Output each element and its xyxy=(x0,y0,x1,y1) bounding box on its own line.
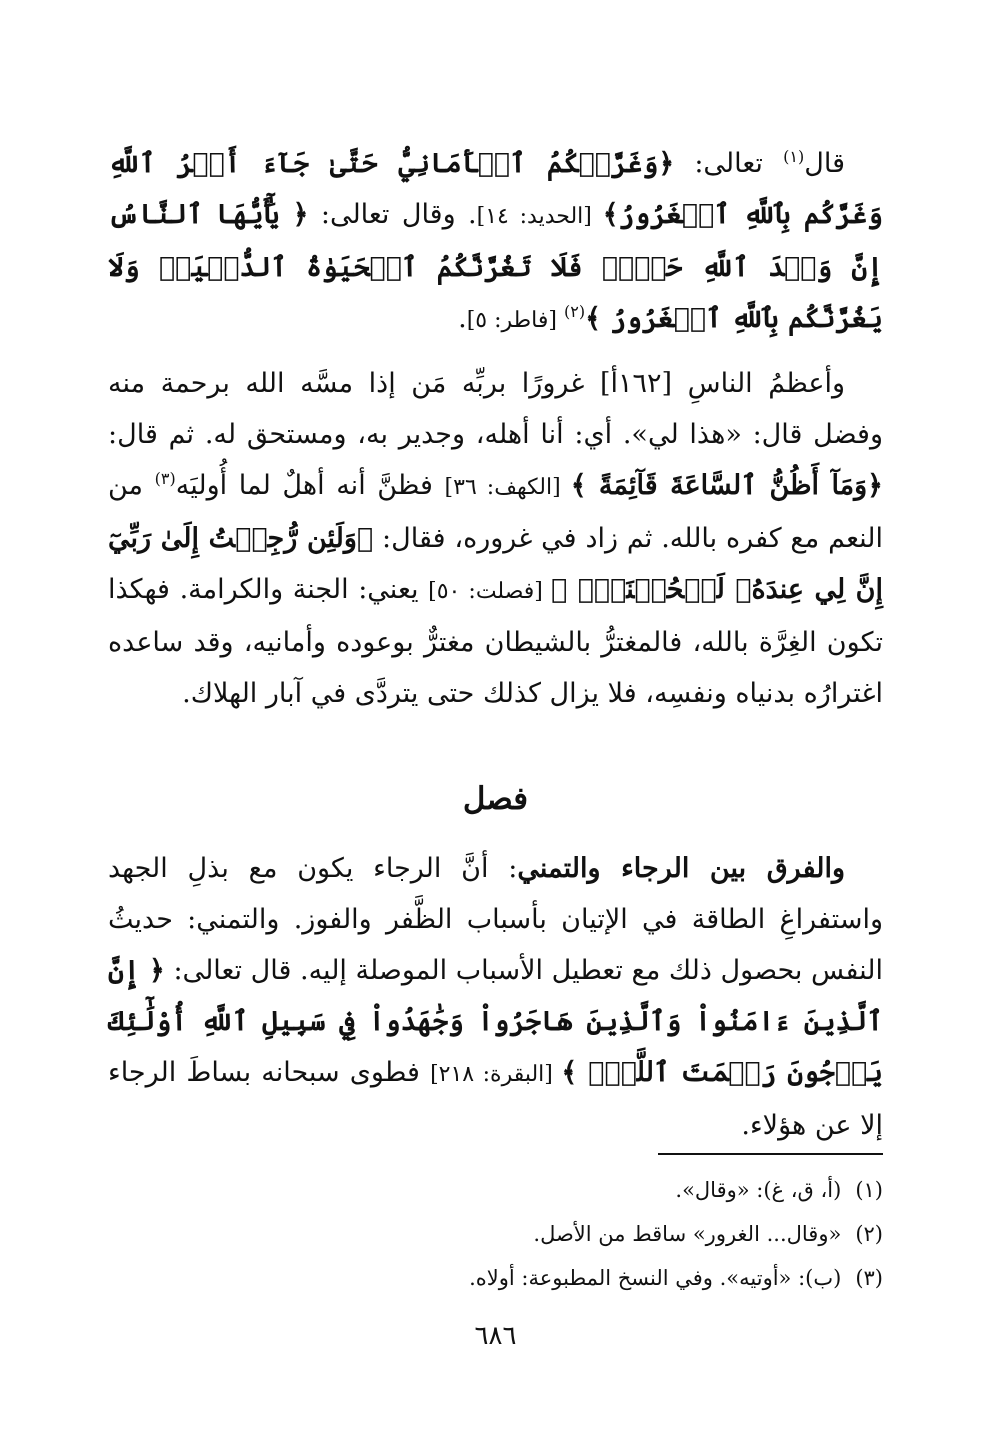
quran-verse: ﴿ إِنَّ ٱلَّذِينَ ءَامَنُواْ وَٱلَّذِينَ هَاجَرُواْ وَجَٰهَدُواْ فِي سَبِيلِ ٱللَّهِ أُوْلَٰٓئِكَ يَرۡجُونَ رَحۡمَتَ ٱللَّهِۚ ﴾ xyxy=(108,955,883,1088)
footnote-3 xyxy=(108,1256,883,1300)
paragraph-2 xyxy=(108,358,883,719)
footnote-marker-2: (٢) xyxy=(563,302,586,321)
verse-reference: [الكهف: ٣٦] xyxy=(444,475,571,500)
footnote-text: (أ، ق، غ): «وقال». xyxy=(675,1178,842,1202)
footnote-divider xyxy=(658,1153,883,1155)
quran-verse: ﴿وَلَئِن رُّجِعۡتُ إِلَىٰ رَبِّيٓ إِنَّ لِي عِندَهُۥ لَلۡحُسۡنَىٰۚ ﴾ xyxy=(108,523,883,605)
text-run: فطوى سبحانه بساطَ الرجاء إلا عن هؤلاء. xyxy=(108,1057,883,1141)
text-run: قال xyxy=(804,148,845,179)
text-run: : أنَّ الرجاء يكون مع بذلِ الجهد واستفراغِ الطاقة في الإتيان بأسباب الظَّفر والفوز. والتمني: حديثُ النفس بحصول ذلك مع تعطيل الأسباب الموصلة إليه. قال تعالى: xyxy=(108,853,883,986)
quran-verse: ﴿ يَٰٓأَيُّهَا ٱلنَّاسُ إِنَّ وَعۡدَ ٱللَّهِ حَقّٞۖ فَلَا تَغُرَّنَّكُمُ ٱلۡحَيَوٰةُ ٱلدُّنۡيَاۖ وَلَا يَغُرَّنَّكُم بِٱللَّهِ ٱلۡغَرُورُ ﴾ xyxy=(108,199,883,334)
text-run: من النعم مع كفره بالله. ثم زاد في غروره، فقال: xyxy=(108,470,883,554)
verse-reference: [فصلت: ٥٠] xyxy=(428,579,551,604)
footnote-1 xyxy=(108,1168,883,1212)
footnote-marker-3: (٣) xyxy=(154,469,176,488)
verse-reference: [البقرة: ٢١٨] xyxy=(430,1062,562,1087)
footnote-2 xyxy=(108,1212,883,1256)
page-number: ٦٨٦ xyxy=(474,1321,517,1351)
text-run: . وقال تعالى: xyxy=(308,199,477,230)
verse-reference: [فاطر: ٥] xyxy=(466,308,564,333)
footnote-number: (٢) xyxy=(855,1222,883,1246)
paragraph-3 xyxy=(108,843,883,1151)
quran-verse: ﴿وَمَآ أَظُنُّ ٱلسَّاعَةَ قَآئِمَةً ﴾ xyxy=(570,470,883,501)
footnotes xyxy=(108,1168,883,1300)
text-run: فظنَّ أنه أهلٌ لما أُوليَه xyxy=(175,470,445,501)
paragraph-1 xyxy=(108,138,883,346)
text-run: . xyxy=(458,303,467,334)
text-run: يعني: الجنة والكرامة. فهكذا تكون الغِرَّة بالله، فالمغترُّ بالشيطان مغترٌّ بوعوده وأمانيه، وقد ساعده اغترارُه بدنياه ونفسِه، فلا يزال كذلك حتى يتردَّى في آبار الهلاك. xyxy=(108,574,883,709)
footnote-text: (ب): «أوتيه». وفي النسخ المطبوعة: أولاه. xyxy=(469,1266,842,1290)
footnote-number: (١) xyxy=(855,1178,883,1202)
footnote-marker-1: (١) xyxy=(783,147,805,166)
footnote-number: (٣) xyxy=(855,1266,883,1290)
verse-reference: [الحديد: ١٤] xyxy=(476,204,603,229)
text-run: وأعظمُ الناسِ [١٦٢أ] غرورًا بربِّه مَن إذا مسَّه الله برحمة منه وفضل قال: «هذا لي». أي: أنا أهله، وجدير به، ومستحق له. ثم قال: xyxy=(108,368,883,450)
text-run: تعالى: xyxy=(674,148,784,179)
main-text xyxy=(108,138,883,1151)
lead-phrase: والفرق بين الرجاء والتمني xyxy=(517,853,845,884)
section-title: فصل xyxy=(462,781,529,817)
footnote-text: «وقال... الغرور» ساقط من الأصل. xyxy=(533,1222,842,1246)
quran-verse: ﴿وَغَرَّتۡكُمُ ٱلۡأَمَانِيُّ حَتَّىٰ جَآءَ أَمۡرُ ٱللَّهِ وَغَرَّكُم بِٱللَّهِ ٱلۡغَرُورُ﴾ xyxy=(108,148,883,230)
